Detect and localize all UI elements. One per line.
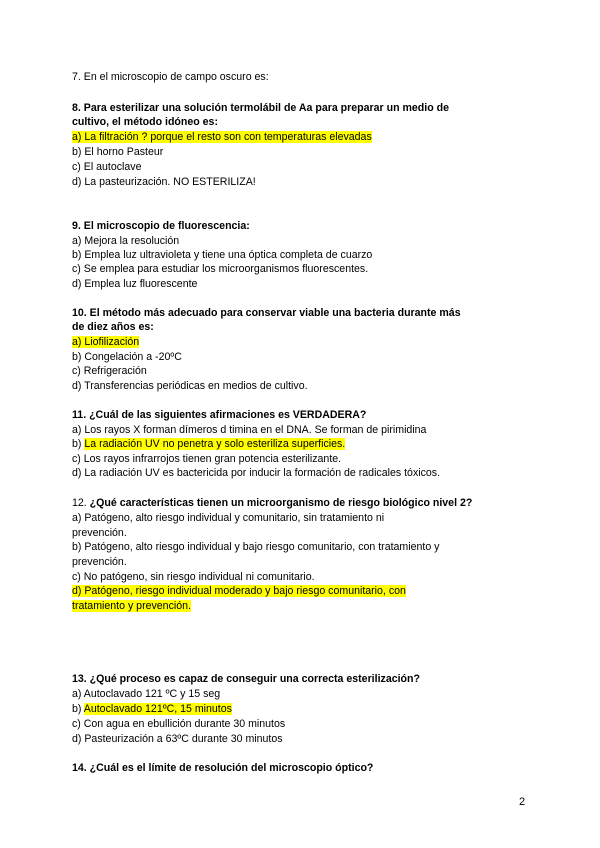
question-10-title-line-2: de diez años es: — [72, 321, 154, 333]
question-12-line: a) Patógeno, alto riesgo individual y comunitario, sin tratamiento ni — [72, 512, 385, 524]
question-13-option-c: c) Con agua en ebullición durante 30 minutos — [72, 718, 286, 730]
question-13-option-a: a) Autoclavado 121 ºC y 15 seg — [72, 688, 221, 700]
question-11-option-d: d) La radiación UV es bactericida por inducir la formación de radicales tóxicos. — [72, 467, 441, 479]
question-8-option-d: d) La pasteurización. NO ESTERILIZA! — [72, 176, 256, 188]
highlight-answer: La radiación UV no penetra y solo esteriliza superficies. — [84, 438, 346, 450]
question-8-title-line-2: cultivo, el método idóneo es: — [72, 116, 218, 128]
question-12-title — [72, 497, 472, 510]
question-10-option-b: b) Congelación a -20ºC — [72, 351, 182, 363]
question-12-line — [72, 585, 406, 598]
question-7: 7. En el microscopio de campo oscuro es: — [72, 71, 269, 83]
question-10-option-c: c) Refrigeración — [72, 365, 147, 377]
question-13-title: 13. ¿Qué proceso es capaz de conseguir una correcta esterilización? — [72, 673, 420, 685]
question-8-option-b: b) El horno Pasteur — [72, 146, 164, 158]
question-13-option-b — [72, 703, 232, 716]
question-12-line: prevención. — [72, 527, 127, 539]
question-12-line: prevención. — [72, 556, 127, 568]
question-10-option-a — [72, 336, 139, 349]
question-text: ¿Qué características tienen un microorganismo de riesgo biológico nivel 2? — [89, 497, 473, 509]
question-10-option-d: d) Transferencias periódicas en medios de cultivo. — [72, 380, 308, 392]
question-12-line: c) No patógeno, sin riesgo individual ni comunitario. — [72, 571, 315, 583]
question-13-option-d: d) Pasteurización a 63ºC durante 30 minutos — [72, 733, 283, 745]
question-9-title: 9. El microscopio de fluorescencia: — [72, 220, 250, 232]
highlight-answer: Autoclavado 121ºC, 15 minutos — [83, 703, 232, 715]
question-8-option-a — [72, 131, 372, 144]
question-9-option-c: c) Se emplea para estudiar los microorganismos fluorescentes. — [72, 263, 369, 275]
question-11-option-a: a) Los rayos X forman dímeros d timina en el DNA. Se forman de pirimidina — [72, 424, 427, 436]
question-9-option-d: d) Emplea luz fluorescente — [72, 278, 198, 290]
highlight-answer: a) La filtración ? porque el resto son con temperaturas elevadas — [72, 131, 372, 143]
highlight-answer: d) Patógeno, riesgo individual moderado y bajo riesgo comunitario, con — [72, 585, 406, 597]
option-letter: b) — [72, 438, 85, 450]
highlight-answer: a) Liofilización — [72, 336, 140, 348]
question-11-title: 11. ¿Cuál de las siguientes afirmaciones es VERDADERA? — [72, 409, 367, 421]
question-14-title: 14. ¿Cuál es el límite de resolución del microscopio óptico? — [72, 762, 374, 774]
question-11-option-b — [72, 438, 345, 451]
question-number: 12. — [72, 497, 90, 509]
question-12-line: b) Patógeno, alto riesgo individual y bajo riesgo comunitario, con tratamiento y — [72, 541, 440, 553]
question-9-option-a: a) Mejora la resolución — [72, 235, 180, 247]
page-number: 2 — [519, 796, 526, 808]
question-8-title-line-1: 8. Para esterilizar una solución termolábil de Aa para preparar un medio de — [72, 102, 449, 114]
option-letter: b) — [72, 703, 84, 715]
highlight-answer: tratamiento y prevención. — [72, 600, 191, 612]
question-11-option-c: c) Los rayos infrarrojos tienen gran potencia esterilizante. — [72, 453, 342, 465]
question-10-title-line-1: 10. El método más adecuado para conservar viable una bacteria durante más — [72, 307, 461, 319]
question-8-option-c: c) El autoclave — [72, 161, 142, 173]
question-9-option-b: b) Emplea luz ultravioleta y tiene una óptica completa de cuarzo — [72, 249, 373, 261]
question-12-line — [72, 600, 191, 613]
